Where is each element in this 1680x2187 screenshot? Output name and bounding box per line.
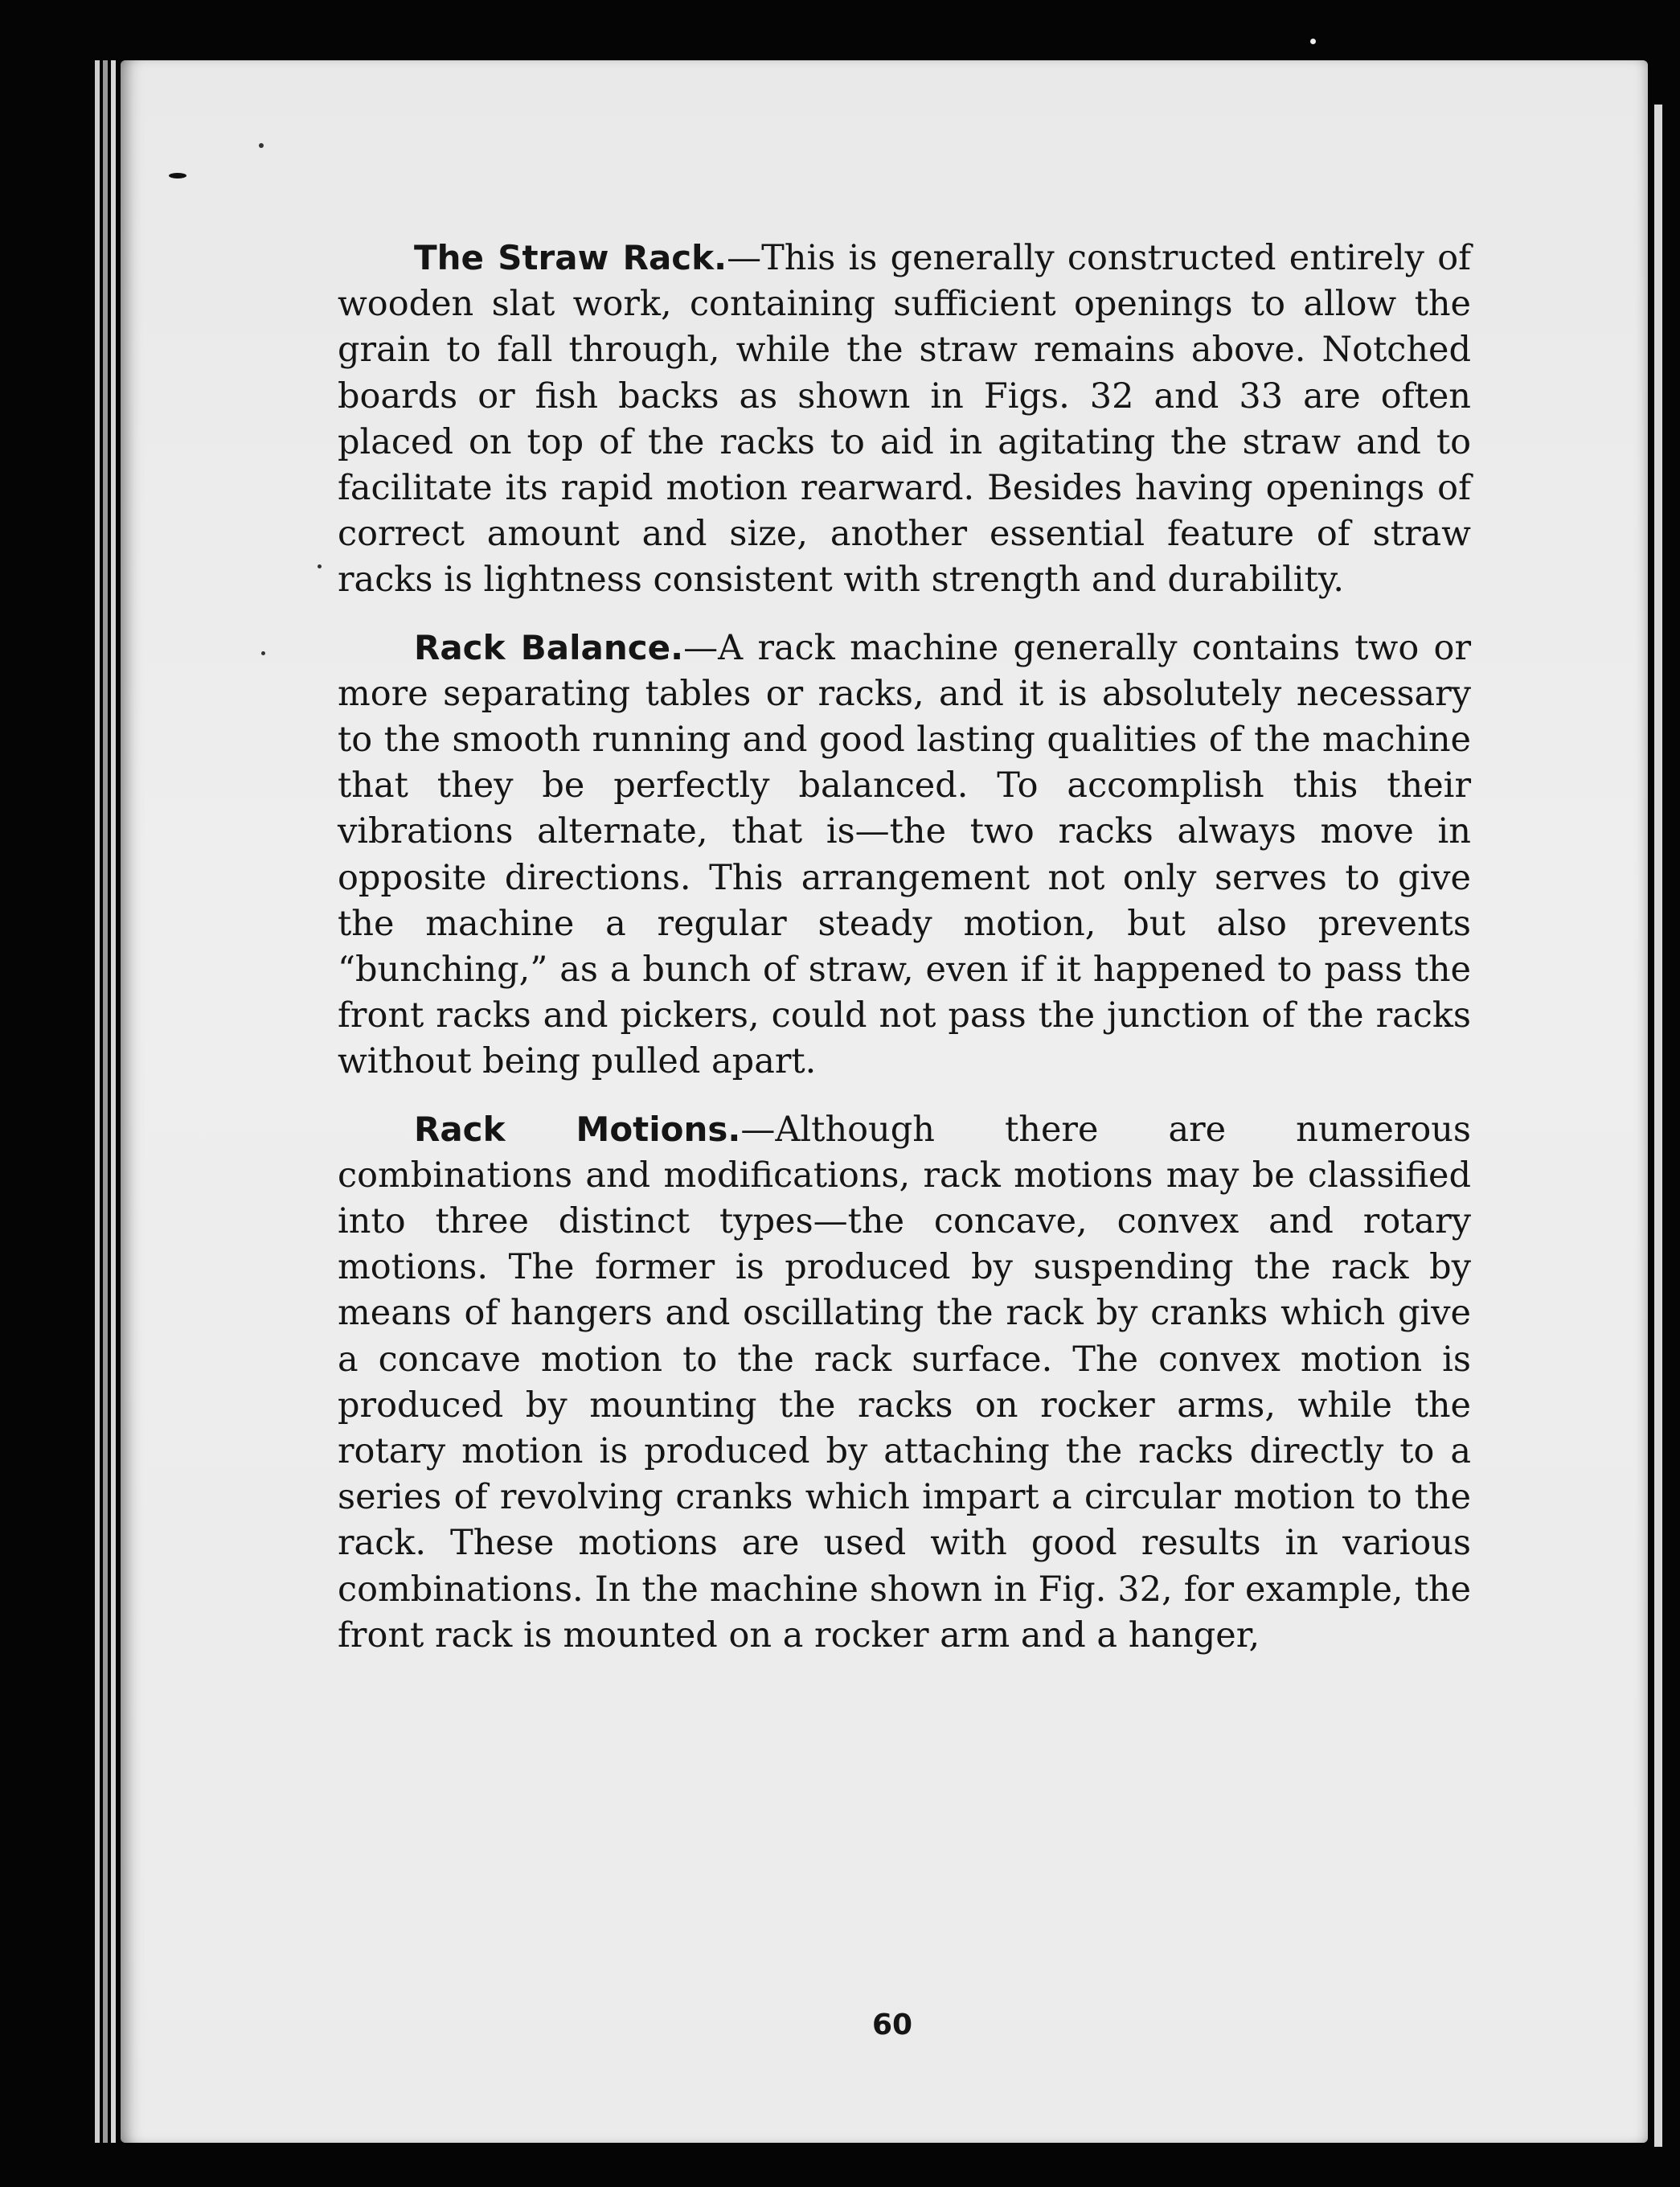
- scan-speck: [261, 651, 265, 655]
- paragraph-text: —This is generally constructed entirely of wooden slat work, containing sufficient openings to allow the grain to fall through, while the straw remains above. Notched boards or fish backs as shown in Figs. 32 and 33 are often placed on top of the racks to aid in agitating the straw and to facilitate its rapid motion rearward. Besides having openings of correct amount and size, another essential feature of straw racks is lightness consistent with strength and durability.: [338, 238, 1472, 601]
- paragraph-title: Rack Motions.: [414, 1109, 741, 1149]
- page-edge: [103, 60, 108, 2143]
- page-number: 60: [871, 2009, 913, 2041]
- paragraph-title: Rack Balance.: [414, 627, 684, 667]
- scan-speck: [318, 564, 322, 568]
- scan-speck: [169, 173, 186, 178]
- page-body: [338, 235, 1471, 1680]
- facing-page-edge: [1654, 105, 1662, 2147]
- paragraph-rack-motions: [338, 1106, 1471, 1659]
- paragraph-text: —Although there are numerous combinations and modifications, rack motions may be classified into three distinct types—the concave, convex and rotary motions. The former is produced by suspending the rack by means of hangers and oscillating the rack by cranks which give a concave motion to the rack surface. The convex motion is produced by mounting the racks on rocker arms, while the rotary motion is produced by attaching the racks directly to a series of revolving cranks which impart a circular motion to the rack. These motions are used with good results in various combinations. In the machine shown in Fig. 32, for example, the front rack is mounted on a rocker arm and a hanger,: [338, 1109, 1471, 1656]
- paragraph-text: —A rack machine generally contains two or more separating tables or racks, and it is absolutely necessary to the smooth running and good lasting qualities of the machine that they be perfectly balanced. To accomplish this their vibrations alternate, that is—the two racks always move in opposite directions. This arrangement not only serves to give the machine a regular steady motion, but also prevents “bunching,” as a bunch of straw, even if it happened to pass the front racks and pickers, could not pass the junction of the racks without being pulled apart.: [338, 627, 1472, 1082]
- page-edge: [95, 60, 100, 2143]
- paragraph-rack-balance: [338, 625, 1471, 1085]
- scan-speck: [259, 143, 264, 148]
- paragraph-straw-rack: [338, 235, 1471, 604]
- scan-speck: [1310, 39, 1316, 44]
- page-edge: [111, 60, 116, 2143]
- paragraph-title: The Straw Rack.: [414, 238, 727, 277]
